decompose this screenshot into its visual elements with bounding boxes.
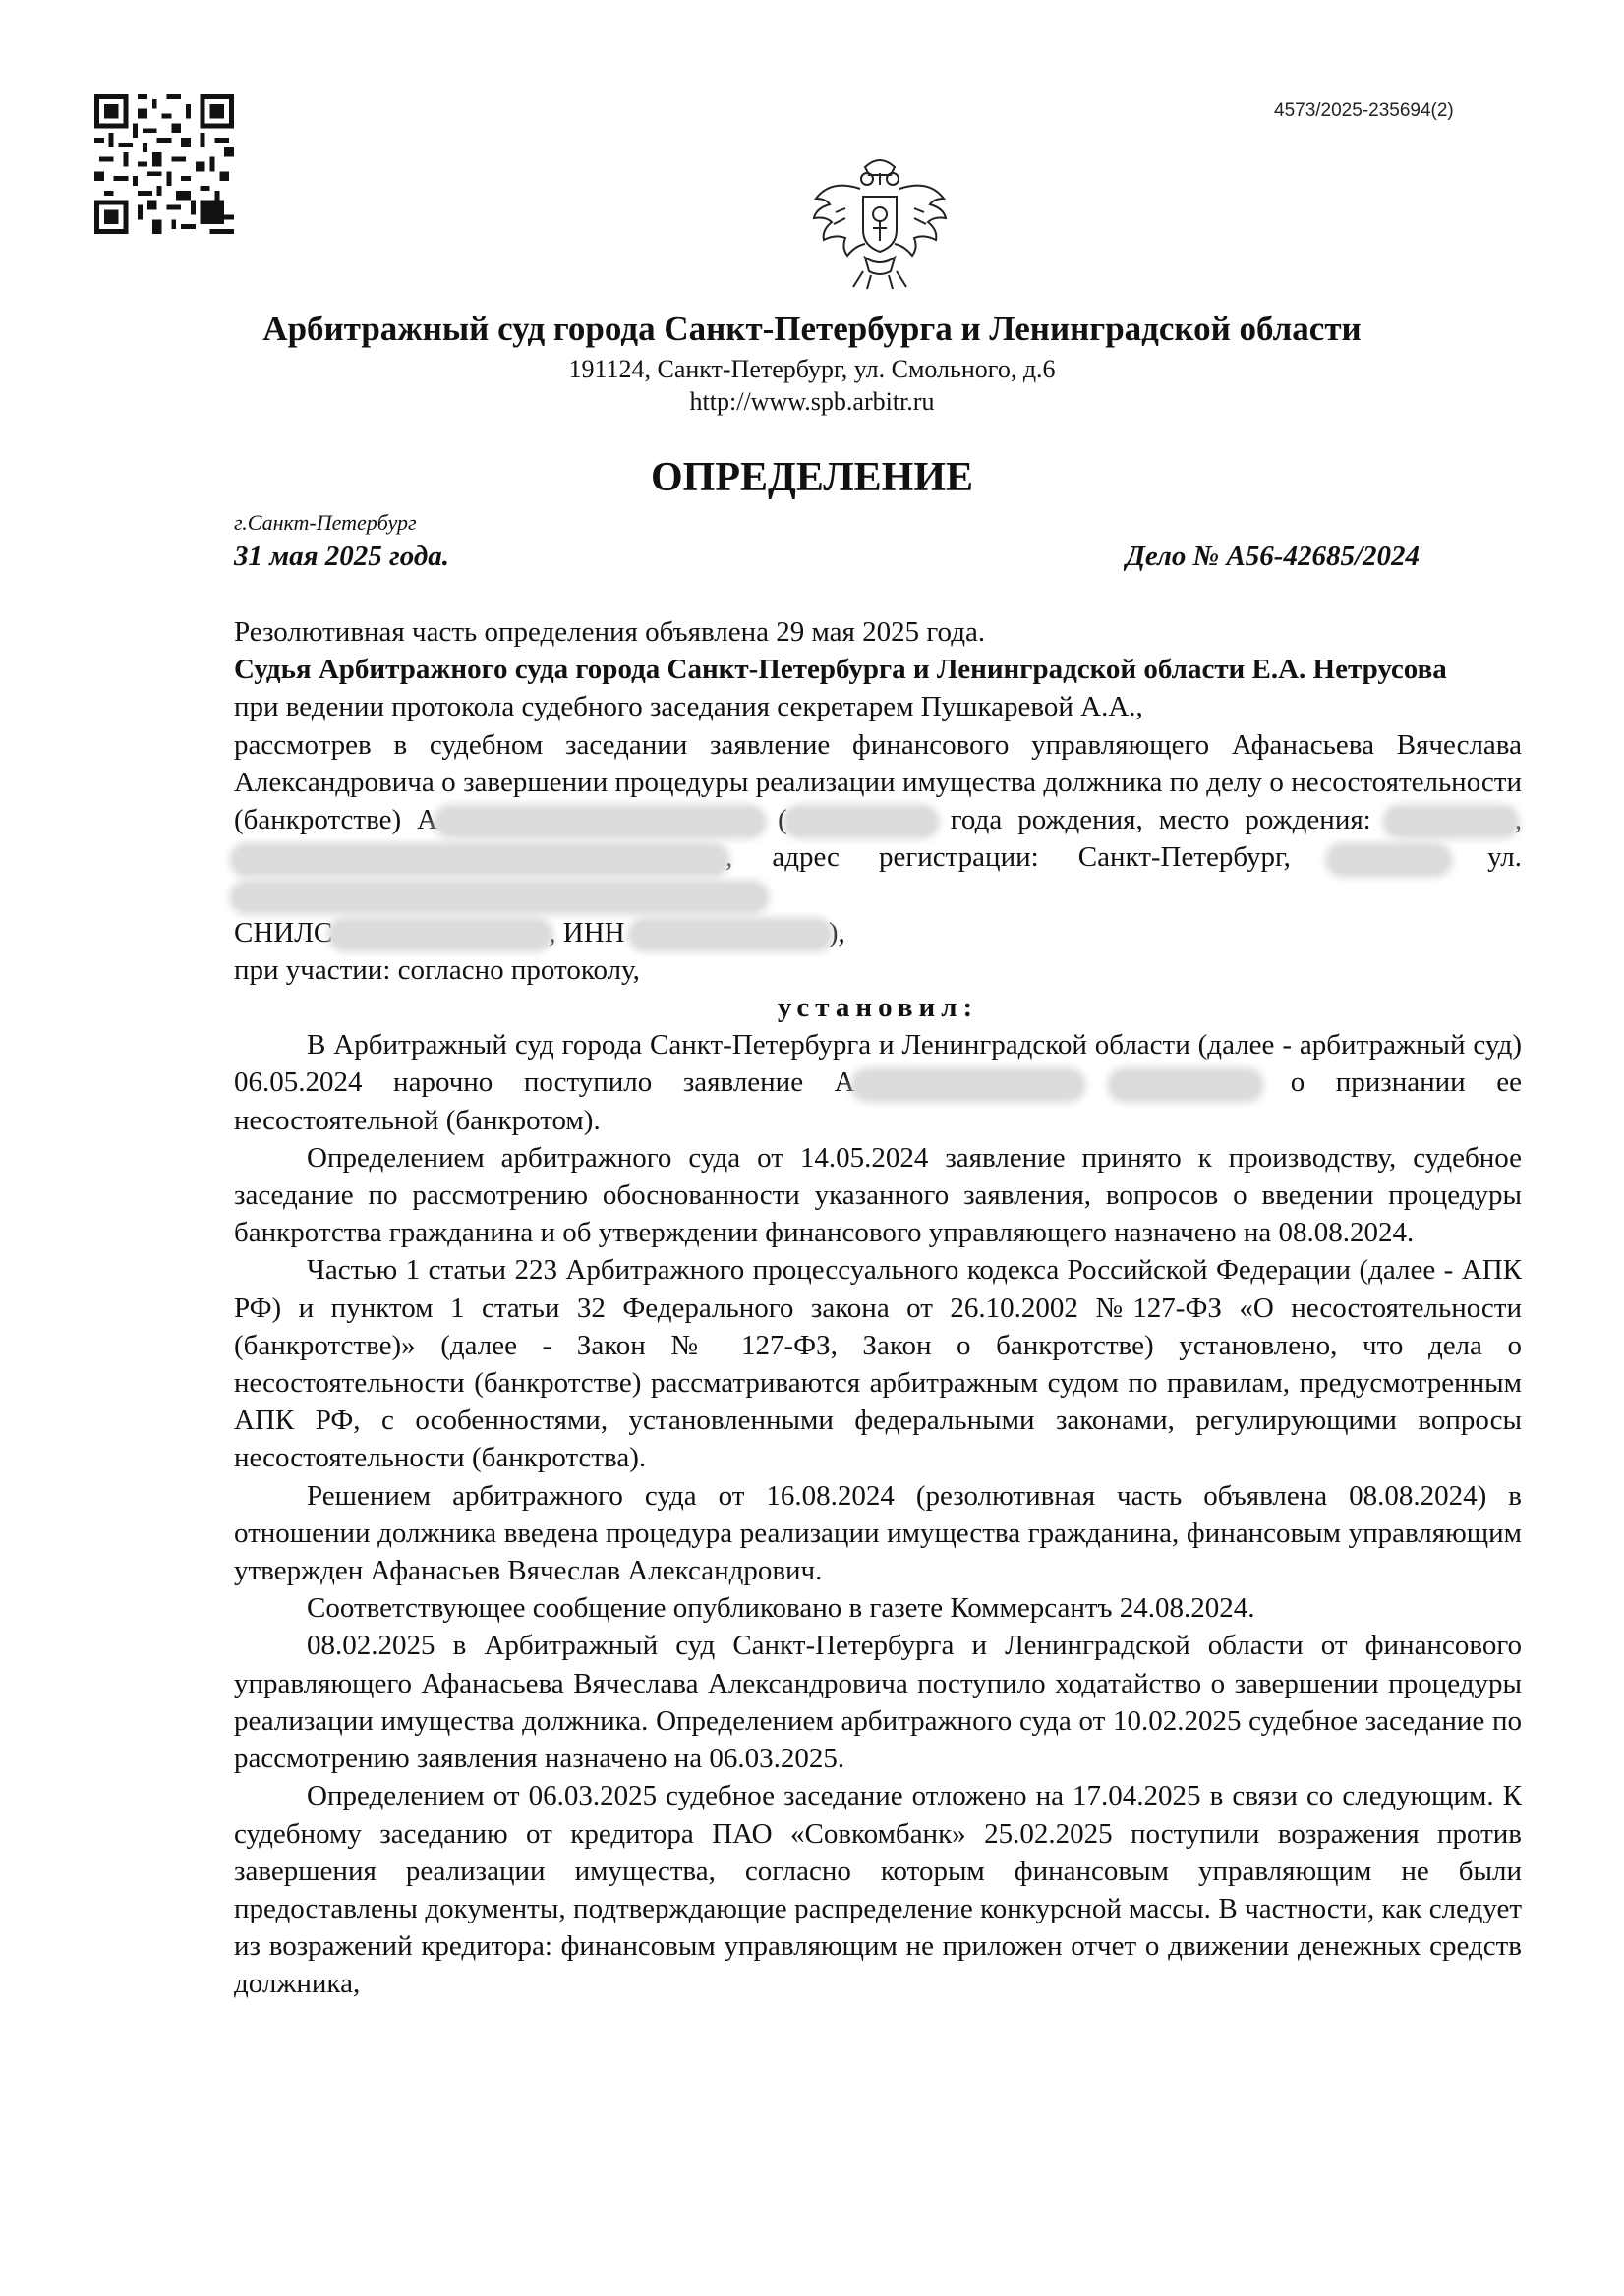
redacted-birthplace-2: [234, 847, 725, 873]
redacted-district: [1330, 847, 1448, 873]
redacted-snils: [332, 922, 549, 947]
paragraph-1-end: о признании ее несостоятельной (банкротом).: [234, 1066, 1523, 1136]
case-id: 4573/2025-235694(2): [1274, 100, 1454, 121]
announcement: Резолютивная часть определения объявлена 29 мая 2025 года.: [234, 616, 986, 648]
snils-label: СНИЛС: [234, 916, 333, 948]
date-line: [234, 539, 1420, 574]
secretary-line: при ведении протокола судебного заседания секретарем Пушкаревой А.А.,: [234, 691, 1143, 723]
established-heading: установил:: [777, 992, 979, 1024]
paragraph-6: 08.02.2025 в Арбитражный суд Санкт-Петербурга и Ленинградской области от финансового управляющего Афанасьева Вячеслава Александровича поступило ходатайство о завершении процедуры реализации имущества должника. Определением арбитражного суда от 10.02.2025 судебное заседание по рассмотрению заявления назначено на 06.03.2025.: [234, 1630, 1522, 1775]
redacted-applicant-1: [855, 1072, 1081, 1098]
case-number: Дело № А56-42685/2024: [1126, 541, 1420, 572]
redacted-birthplace-1: [1387, 809, 1515, 834]
redacted-applicant-2: [1112, 1072, 1259, 1098]
closing-bracket: ),: [828, 916, 845, 948]
redacted-name: [437, 809, 762, 834]
inn-label: , ИНН: [549, 916, 625, 948]
address-tail: , адрес: [725, 841, 840, 874]
document-date: 31 мая 2025 года.: [234, 541, 450, 572]
qr-code-icon: [94, 94, 234, 234]
participation-line: при участии: согласно протоколу,: [234, 953, 640, 986]
coat-of-arms-icon: [806, 149, 954, 295]
birth-label: года рождения, место рождения:: [950, 804, 1371, 836]
paragraph-1-start: В Арбитражный суд города Санкт-Петербурга и Ленинградской области (далее - арбитражный суд) 06.05.2024 нарочно поступило заявление А: [234, 1029, 1522, 1099]
court-website: http://www.spb.arbitr.ru: [689, 387, 935, 416]
court-address: 191124, Санкт-Петербург, ул. Смольного, д.6: [568, 355, 1056, 383]
paragraph-3: Частью 1 статьи 223 Арбитражного процессуального кодекса Российской Федерации (далее - АПК РФ) и пунктом 1 статьи 32 Федерального закона от 26.10.2002 №127-ФЗ «О несостоятельности (банкротстве)» (далее - Закон № 127-ФЗ, Закон о банкротстве) установлено, что дела о несостоятельности (банкротстве) рассматриваются арбитражным судом по правилам, предусмотренным АПК РФ, с особенностями, установленными федеральными законами, регулирующими вопросы несостоятельности (банкротства).: [234, 1254, 1522, 1474]
paragraph-2: Определением арбитражного суда от 14.05.2024 заявление принято к производству, судебное заседание по рассмотрению обоснованности указанного заявления, вопросов о введении процедуры банкротства гражданина и об утверждении финансового управляющего назначено на 08.08.2024.: [234, 1141, 1522, 1249]
redacted-address: [234, 885, 765, 910]
paragraph-5: Соответствующее сообщение опубликовано в газете Коммерсантъ 24.08.2024.: [307, 1592, 1255, 1625]
document-body: [234, 613, 1522, 2003]
document-title: ОПРЕДЕЛЕНИЕ: [650, 455, 974, 500]
paragraph-7: Определением от 06.03.2025 судебное заседание отложено на 17.04.2025 в связи со следующим. К судебному заседанию от кредитора ПАО «Совкомбанк» 25.02.2025 поступили возражения против завершения реализации имущества, согласно которым финансовым управляющим не были предоставлены документы, подтверждающие распределение конкурсной массы. В частности, как следует из возражений кредитора: финансовым управляющим не приложен отчет о движении денежных средств должника,: [234, 1780, 1522, 2000]
paragraph-1: [234, 1026, 1522, 1139]
redacted-inn: [632, 922, 829, 947]
court-name: Арбитражный суд города Санкт-Петербурга и Ленинградской области: [262, 310, 1362, 348]
street-label: ул.: [1487, 841, 1523, 874]
debtor-block: рассмотрев в судебном заседании заявление финансового управляющего Афанасьева Вячеслава Александровича о завершении процедуры реализации имущества должника по делу о несостоятельности (банкротстве) А ( года рождения, место рождения: , , адрес регистрации: Санкт-Петербург, ул. СНИЛС , ИНН ),: [234, 728, 1523, 948]
paragraph-4: Решением арбитражного суда от 16.08.2024 (резолютивная часть объявлена 08.08.2024) в отношении должника введена процедура реализации имущества гражданина, финансовым управляющим утвержден Афанасьев Вячеслав Александрович.: [234, 1479, 1522, 1587]
city: г.Санкт-Петербург: [234, 510, 417, 535]
registration-label: регистрации: Санкт-Петербург,: [879, 841, 1291, 874]
redacted-birthdate: [787, 809, 935, 834]
considered-text: рассмотрев в судебном заседании заявление финансового управляющего Афанасьева Вячеслава Александровича о завершении процедуры реализации имущества должника по делу о несостоятельности (банкротстве) А: [234, 728, 1522, 836]
judge-line: Судья Арбитражного суда города Санкт-Петербурга и Ленинградской области Е.А. Нетрусова: [234, 654, 1447, 686]
